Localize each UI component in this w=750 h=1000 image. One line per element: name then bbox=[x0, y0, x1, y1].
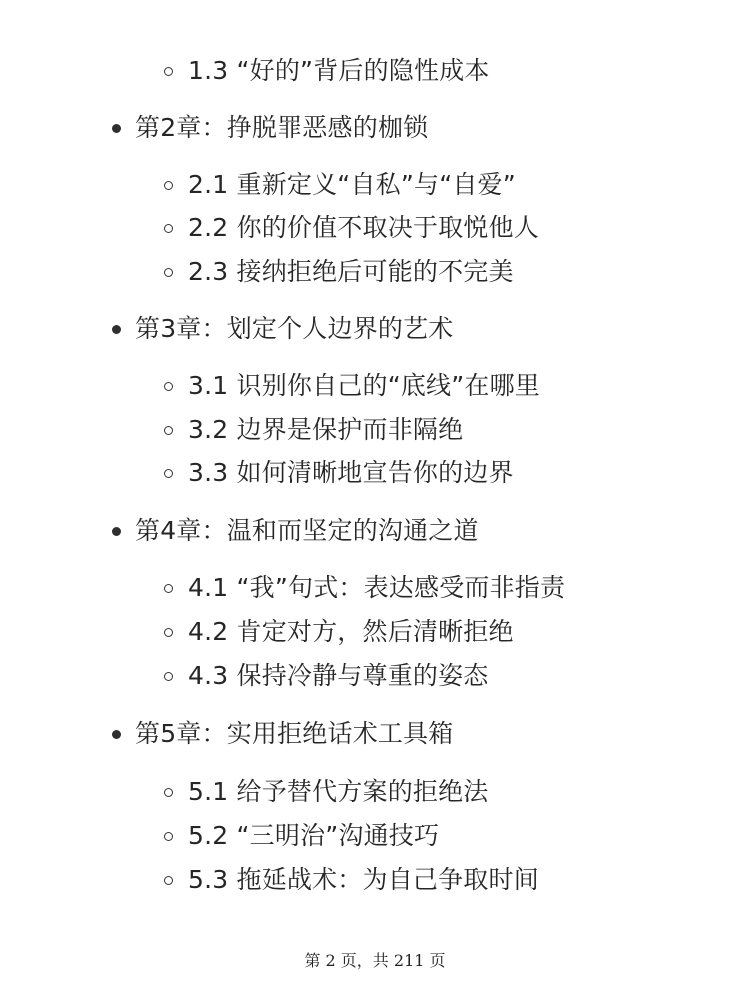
section-item bbox=[164, 568, 565, 608]
chapter-title: 第5章：实用拒绝话术工具箱 bbox=[135, 719, 454, 748]
filled-bullet-icon bbox=[112, 124, 121, 133]
section-item bbox=[164, 208, 539, 248]
hollow-bullet-icon bbox=[164, 181, 173, 190]
hollow-bullet-icon bbox=[164, 832, 173, 841]
filled-bullet-icon bbox=[112, 730, 121, 739]
section-item bbox=[164, 772, 489, 812]
section-title: 5.3 拖延战术：为自己争取时间 bbox=[188, 865, 539, 894]
section-item bbox=[164, 165, 516, 205]
section-title: 3.2 边界是保护而非隔绝 bbox=[188, 415, 464, 444]
hollow-bullet-icon bbox=[164, 268, 173, 277]
section-item bbox=[164, 453, 514, 493]
chapter-item bbox=[112, 511, 479, 551]
section-title: 2.1 重新定义“自私”与“自爱” bbox=[188, 170, 516, 199]
section-title: 4.2 肯定对方，然后清晰拒绝 bbox=[188, 617, 514, 646]
chapter-title: 第4章：温和而坚定的沟通之道 bbox=[135, 516, 479, 545]
hollow-bullet-icon bbox=[164, 584, 173, 593]
section-title: 5.2 “三明治”沟通技巧 bbox=[188, 821, 440, 850]
hollow-bullet-icon bbox=[164, 224, 173, 233]
page-number-footer: 第 2 页，共 211 页 bbox=[304, 951, 446, 970]
hollow-bullet-icon bbox=[164, 788, 173, 797]
section-item bbox=[164, 816, 439, 856]
hollow-bullet-icon bbox=[164, 469, 173, 478]
chapter-title: 第2章：挣脱罪恶感的枷锁 bbox=[135, 113, 429, 142]
chapter-item bbox=[112, 714, 454, 754]
chapter-item bbox=[112, 108, 428, 148]
section-title: 3.3 如何清晰地宣告你的边界 bbox=[188, 458, 514, 487]
chapter-item bbox=[112, 309, 454, 349]
section-item bbox=[164, 51, 490, 91]
section-title: 1.3 “好的”背后的隐性成本 bbox=[188, 56, 490, 85]
hollow-bullet-icon bbox=[164, 628, 173, 637]
section-title: 4.3 保持冷静与尊重的姿态 bbox=[188, 661, 489, 690]
section-item bbox=[164, 252, 514, 292]
hollow-bullet-icon bbox=[164, 876, 173, 885]
hollow-bullet-icon bbox=[164, 67, 173, 76]
section-item bbox=[164, 860, 539, 900]
hollow-bullet-icon bbox=[164, 426, 173, 435]
section-title: 5.1 给予替代方案的拒绝法 bbox=[188, 777, 489, 806]
section-item bbox=[164, 366, 540, 406]
chapter-title: 第3章：划定个人边界的艺术 bbox=[135, 314, 454, 343]
hollow-bullet-icon bbox=[164, 672, 173, 681]
filled-bullet-icon bbox=[112, 325, 121, 334]
section-title: 3.1 识别你自己的“底线”在哪里 bbox=[188, 371, 541, 400]
filled-bullet-icon bbox=[112, 527, 121, 536]
section-item bbox=[164, 410, 463, 450]
section-title: 2.2 你的价值不取决于取悦他人 bbox=[188, 213, 539, 242]
section-item bbox=[164, 612, 514, 652]
hollow-bullet-icon bbox=[164, 382, 173, 391]
section-title: 2.3 接纳拒绝后可能的不完美 bbox=[188, 257, 514, 286]
section-title: 4.1 “我”句式：表达感受而非指责 bbox=[188, 573, 566, 602]
section-item bbox=[164, 656, 489, 696]
